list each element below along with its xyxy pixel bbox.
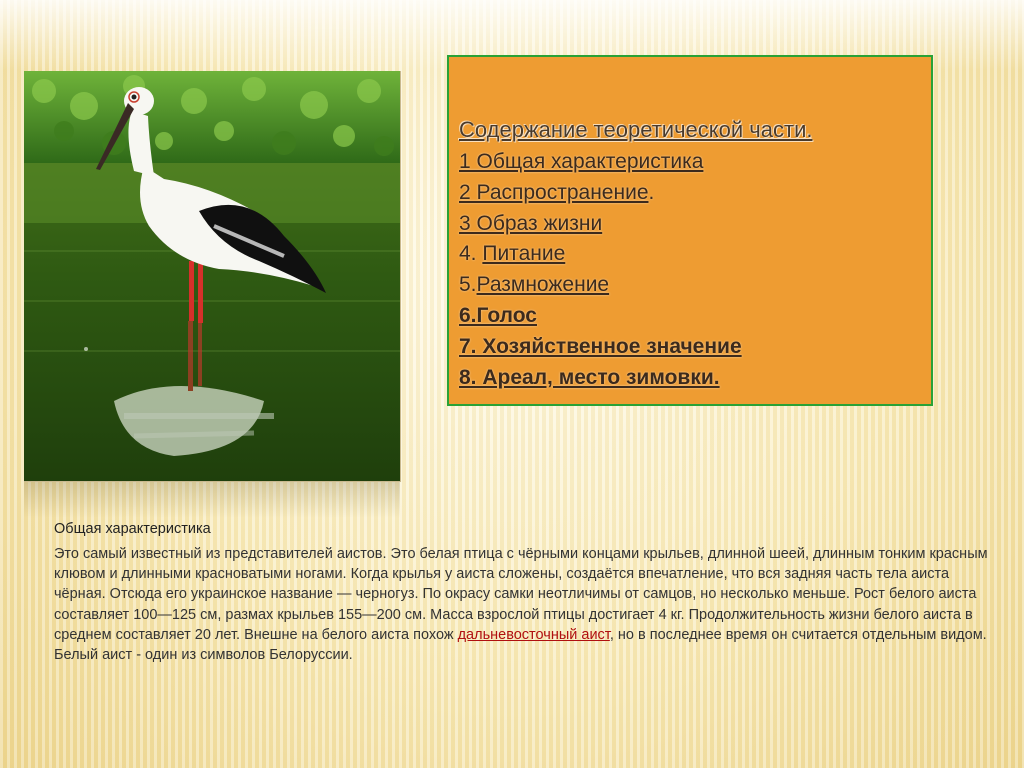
contents-link-2[interactable]: 2 Распространение: [459, 180, 649, 204]
contents-item-8: [459, 363, 742, 394]
contents-item-5: [459, 270, 742, 301]
contents-link-7[interactable]: 7. Хозяйственное значение: [459, 334, 742, 358]
body-text-part-1: Это самый известный из представителей аистов. Это белая птица с чёрными концами крыльев, длинной шеей, длинным тонким красным клювом и длинными красноватыми ногами. Когда крылья у аиста сложены, создаётся впечатление, что вся задняя часть тела аиста чёрная. Отсюда его украинское название — черногуз. По окрасу самки неотличимы от самцов, но несколько меньше. Рост белого аиста составляет 100—125 см, размах крыльев 155—200 см. Масса взрослой птицы достигает 4 кг. Продолжительность жизни белого аиста в среднем составляет 20 лет. Внешне на белого аиста похож: [54, 546, 988, 643]
contents-link-1[interactable]: 1 Общая характеристика: [459, 150, 704, 173]
contents-item-2: [459, 178, 742, 209]
section-heading: Общая характеристика: [54, 521, 211, 537]
contents-list: [459, 147, 742, 393]
contents-link-5[interactable]: Размножение: [476, 273, 610, 297]
contents-link-6[interactable]: 6.Голос: [459, 303, 537, 327]
contents-item-5-prefix: 5.: [459, 273, 477, 297]
body-text-part-2: , но в последнее время он считается отдельным видом. Белый аист - один из символов Белоруссии.: [54, 626, 987, 664]
contents-box: [447, 55, 933, 406]
contents-link-8[interactable]: 8. Ареал, место зимовки.: [459, 365, 720, 389]
stork-photo: [24, 71, 401, 482]
contents-link-4[interactable]: Питание: [482, 242, 566, 266]
far-eastern-stork-link[interactable]: дальневосточный аист: [457, 626, 610, 643]
contents-item-4: [459, 239, 742, 270]
contents-title[interactable]: Содержание теоретической части.: [459, 117, 813, 142]
stork-illustration: [24, 71, 400, 481]
contents-item-3: [459, 209, 742, 240]
contents-item-6: [459, 301, 742, 332]
contents-item-7: [459, 332, 742, 363]
contents-item-4-prefix: 4.: [459, 242, 483, 266]
photo-reflection: [24, 482, 400, 518]
contents-link-3[interactable]: 3 Образ жизни: [459, 211, 603, 235]
contents-item-1: [459, 147, 742, 178]
body-paragraph: [54, 544, 994, 665]
contents-item-2-suffix: .: [648, 180, 655, 204]
